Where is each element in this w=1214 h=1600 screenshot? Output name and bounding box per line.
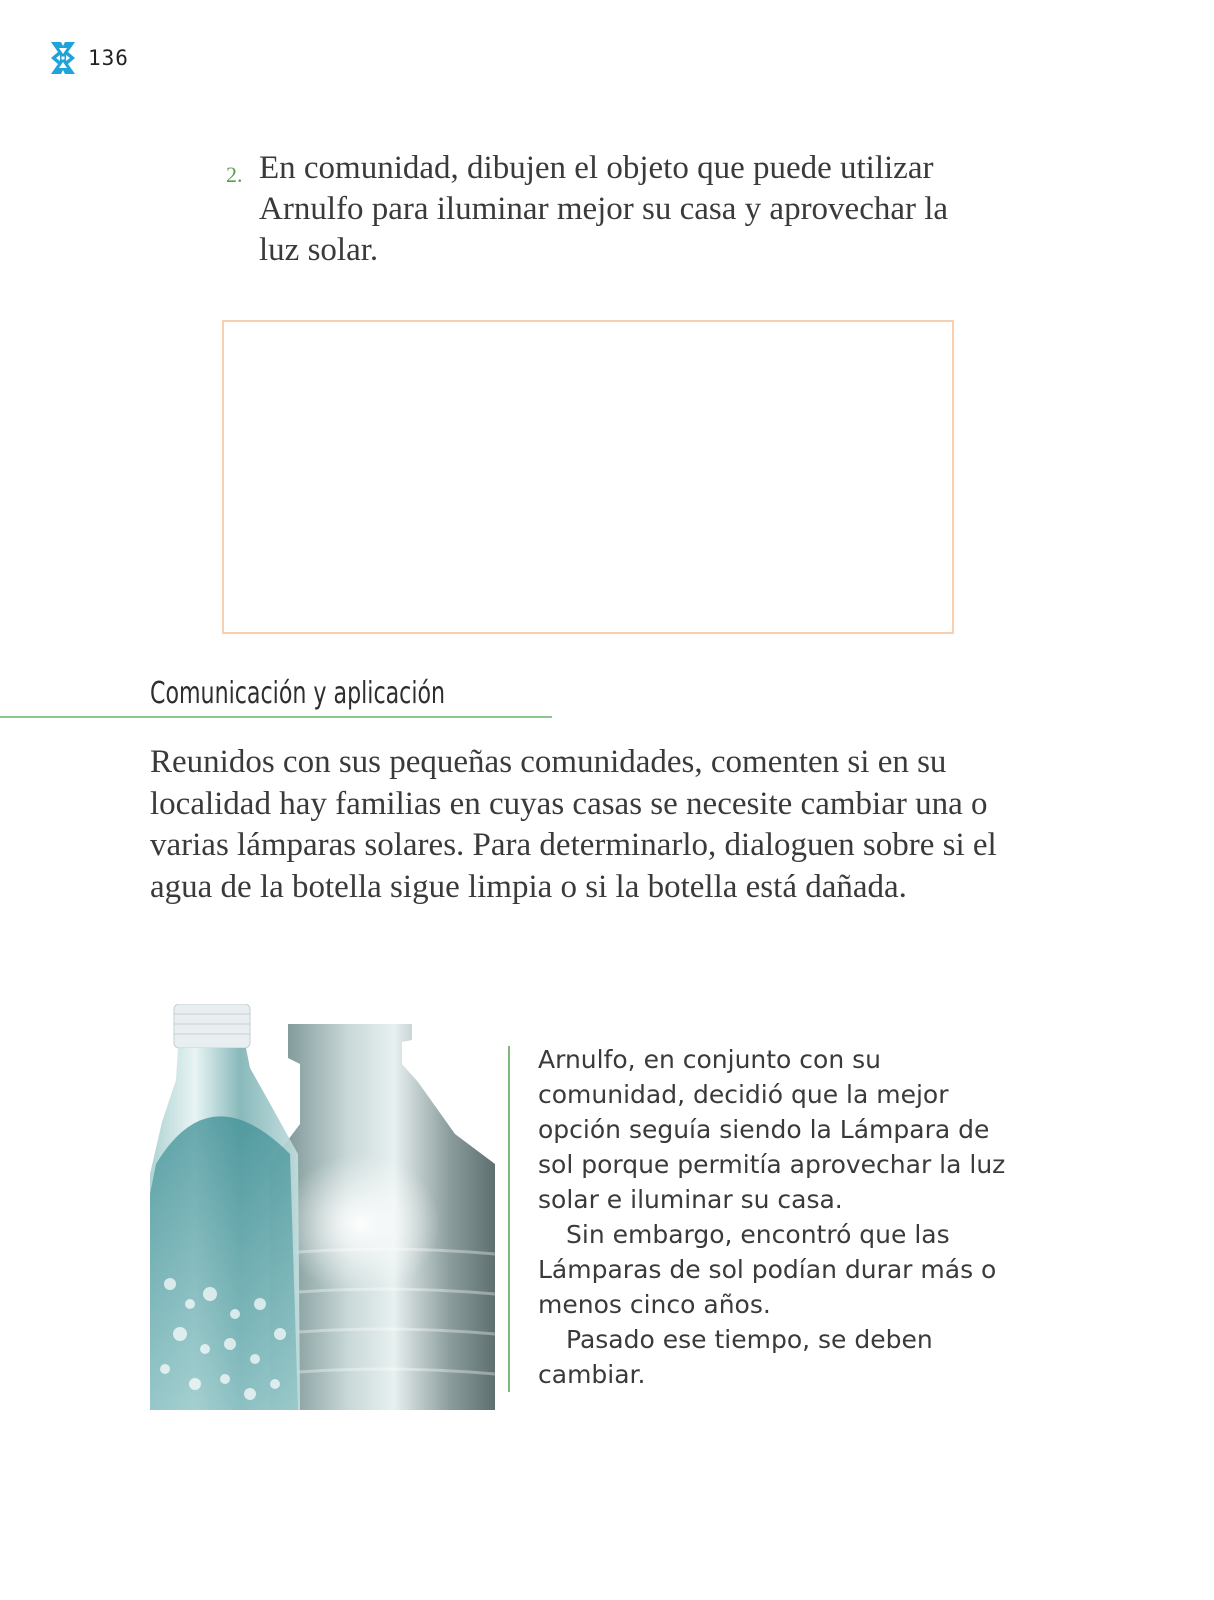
exercise-number: 2. [226, 162, 243, 187]
section-title: Comunicación y aplicación [150, 676, 446, 711]
water-bottles-image [150, 1004, 500, 1410]
story-paragraph-2: Sin embargo, encontró que las Lámparas de sol podían durar más o menos cinco años. [538, 1220, 997, 1319]
page-number: 136 [88, 46, 129, 70]
page-header [48, 40, 129, 76]
section-body-text: Reunidos con sus pequeñas comunidades, comenten si en su localidad hay familias en cuyas casas se necesite cambiar una o varias lámparas solares. Para determinarlo, dialoguen sobre si el agua de la botella sigue limpia o si la botella está dañada. [150, 744, 997, 905]
story-paragraph-1: Arnulfo, en conjunto con su comunidad, decidió que la mejor opción seguía siendo la Lámpara de sol porque permitía aprovechar la luz solar e iluminar su casa. [538, 1045, 1006, 1214]
story-side-divider [508, 1046, 510, 1392]
exercise-item [226, 148, 966, 271]
drawing-box[interactable] [222, 320, 954, 634]
section-divider [0, 716, 552, 718]
story-text-block [538, 1042, 1018, 1392]
cross-knot-logo-icon [48, 40, 78, 76]
story-paragraph-3: Pasado ese tiempo, se deben cambiar. [538, 1325, 933, 1389]
exercise-text: En comunidad, dibujen el objeto que puede utilizar Arnulfo para iluminar mejor su casa y aprovechar la luz solar. [259, 150, 949, 268]
